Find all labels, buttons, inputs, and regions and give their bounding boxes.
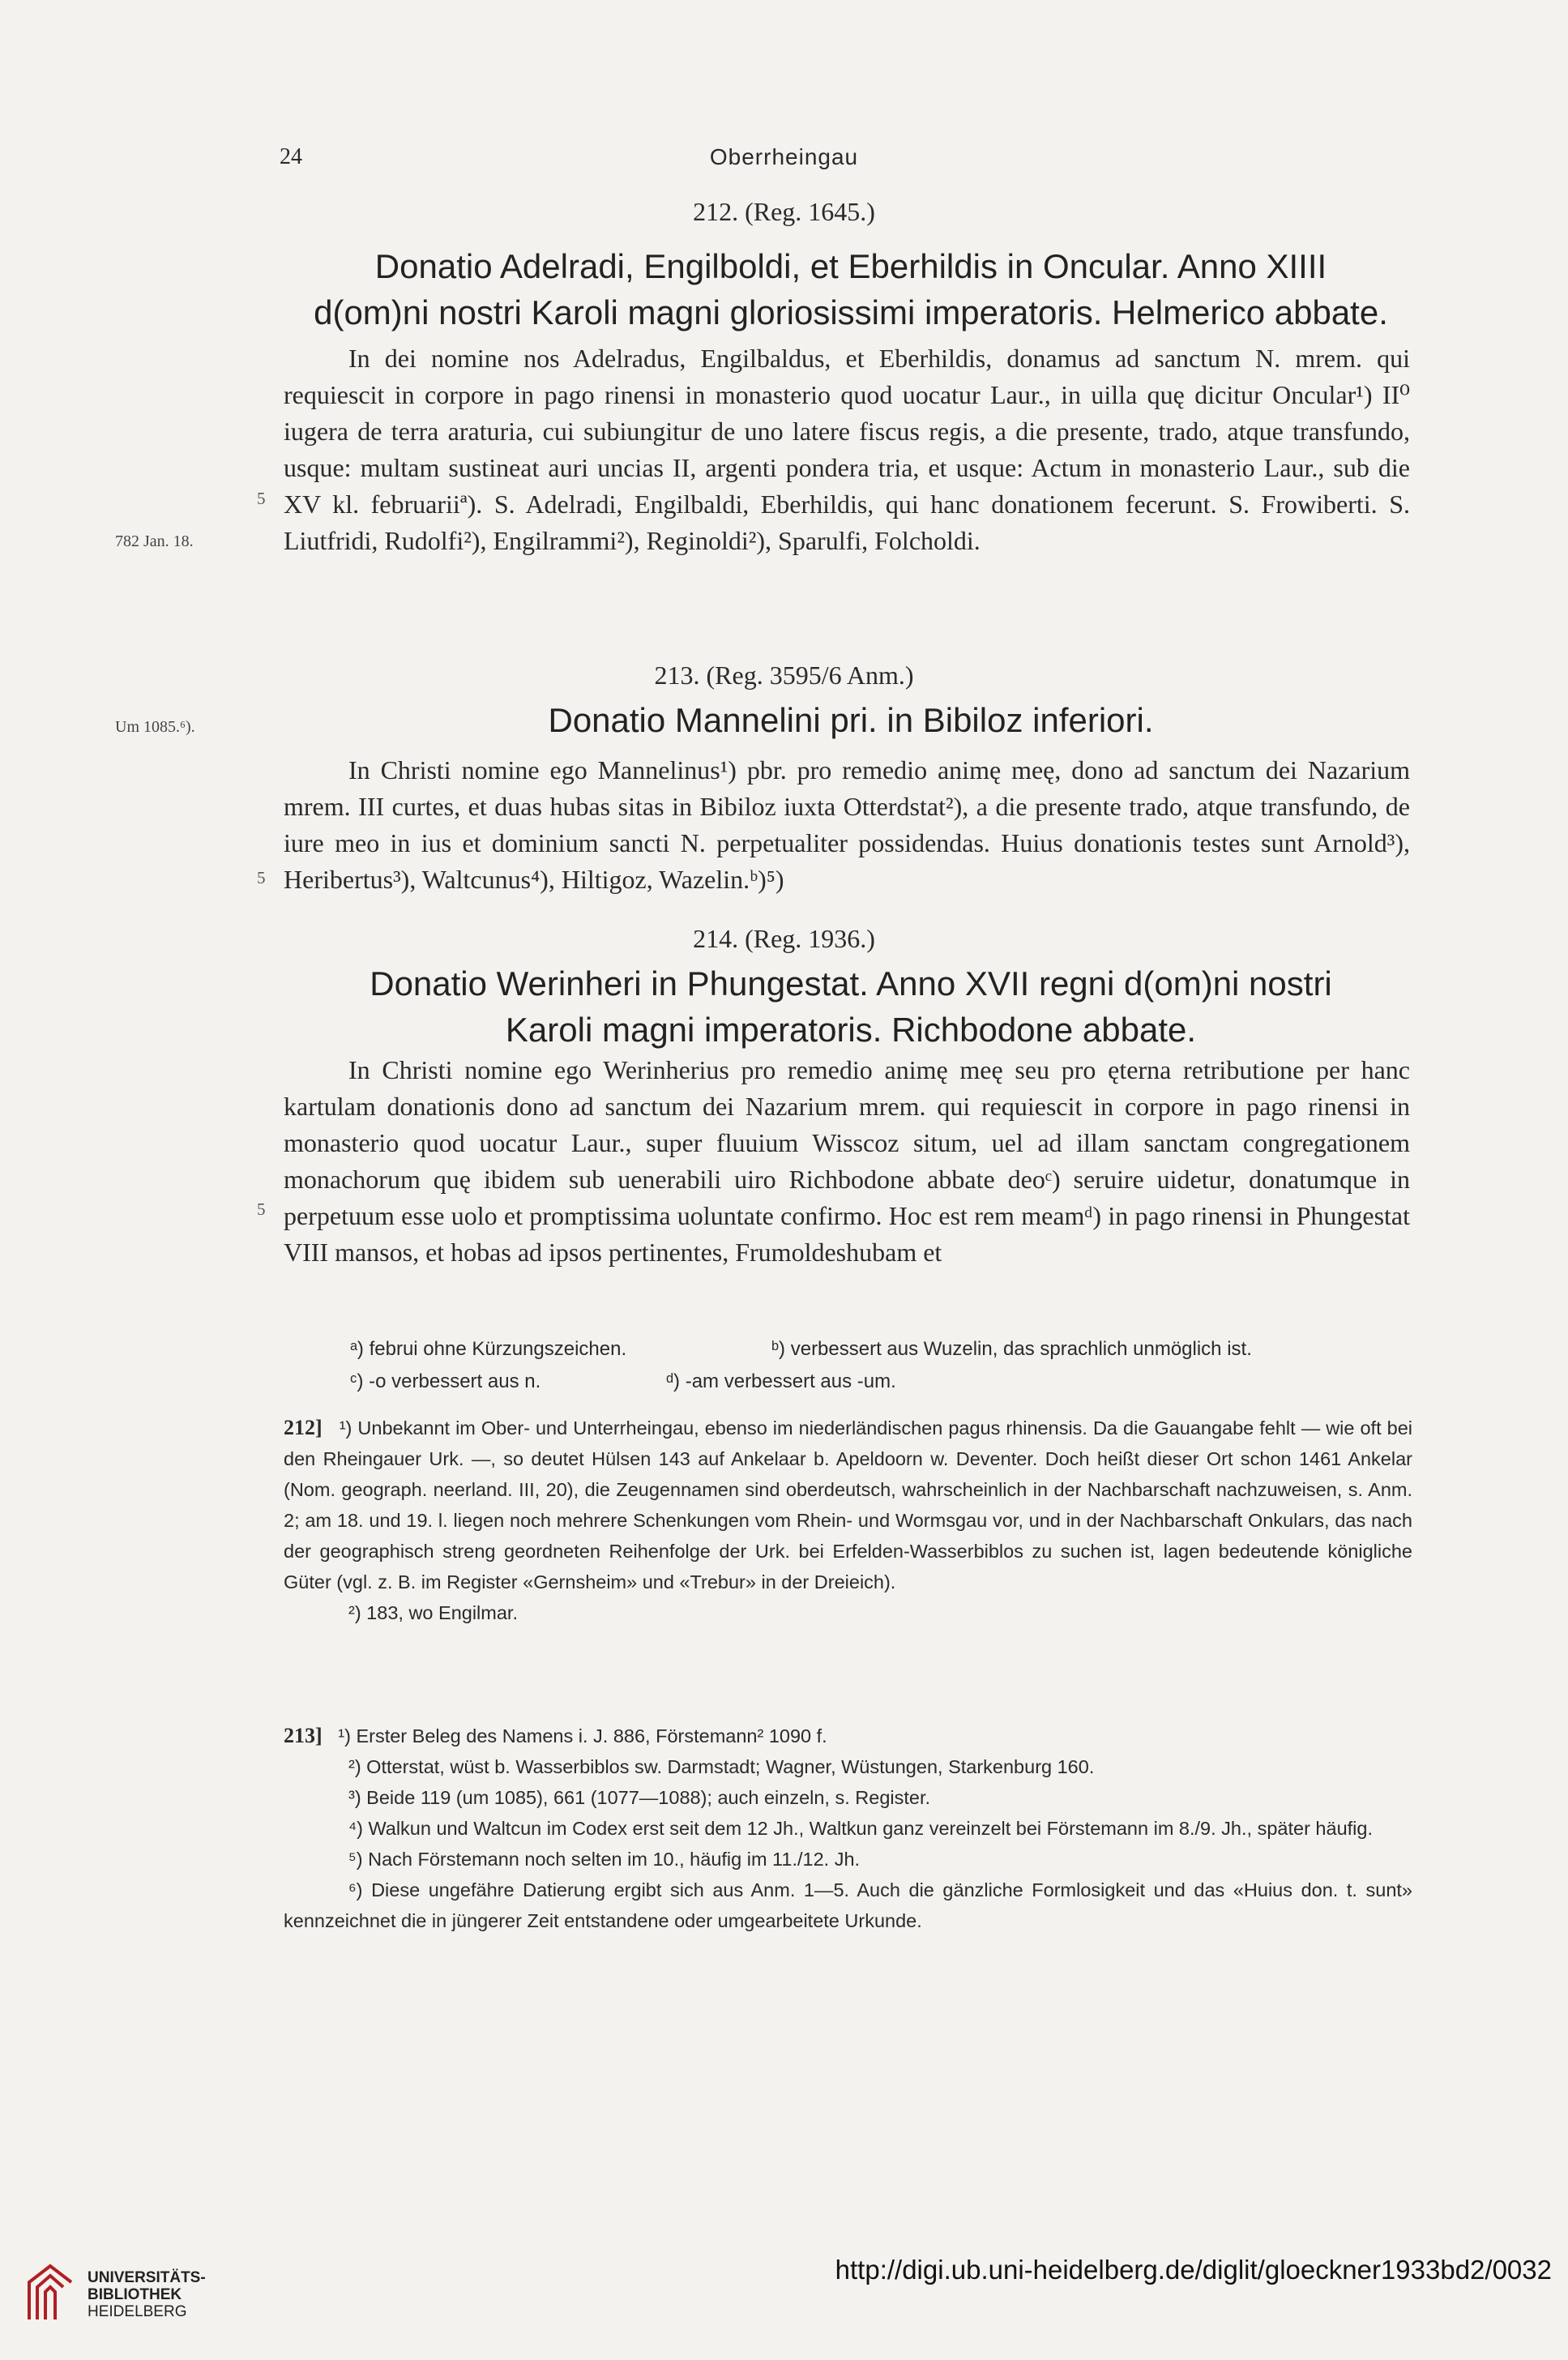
charter-212-text: In dei nomine nos Adelradus, Engilbaldus, et Eberhildis, donamus ad sanctum N. mrem. qui requiescit in corpore in pago rinensi in monasterio quod uocatur Laur., in uilla quę dicitur Oncular¹) II⁰ iugera de terra araturia, cui subiungitur de uno latere fiscus regis, a die presente, trado, atque transfundo, usque: multam sustineat auri uncias II, argenti pondera tria, et usque: Actum in monasterio Laur., sub die XV kl. februariiª). S. Adelradi, Engilbaldi, Eberhildis, qui hanc donationem fecerunt. S. Frowiberti. S. Liutfridi, Rudolfi²), Engilrammi²), Reginoldi²), Sparulfi, Folcholdi. [284,344,1410,555]
notes-212-label: 212] [284,1416,323,1439]
ub-heidelberg-logo-icon [23,2261,78,2326]
charter-214-reg: 214. (Reg. 1936.) [693,924,875,953]
charter-214-line-number: 5 [257,1199,266,1219]
charter-212-line-number: 5 [257,489,266,508]
note-213-5: ⁵) Nach Förstemann noch selten im 10., häufig im 11./12. Jh. [348,1849,861,1870]
charter-212-title-line-2: d(om)ni nostri Karoli magni gloriosissimi imperatoris. Helmerico abbate. [314,293,1388,331]
charter-212-reg: 212. (Reg. 1645.) [693,197,875,226]
charter-214-text: In Christi nomine ego Werinherius pro remedio animę meę seu pro ęterna retributione per hanc kartulam donationis dono ad sanctum dei Nazarium mrem. qui requiescit in corpore in pago rinensi in monasterio quod uocatur Laur., super fluuium Wisscoz situm, uel ad illam sanctam congregationem monachorum quę ibidem sub uenerabili uiro Richbodone abbate deoᶜ) seruire uidetur, donatumque in perpetuum esse uolo et promptissima uoluntate confirmo. Hoc est rem meamᵈ) in pago rinensi in Phungestat VIII mansos, et hobas ad ipsos pertinentes, Frumoldeshubam et [284,1055,1410,1267]
logo-line-3: HEIDELBERG [88,2303,187,2320]
running-header: Oberrheingau [709,144,859,169]
textual-note-b: ᵇ) verbessert aus Wuzelin, das sprachlich unmöglich ist. [771,1338,1252,1360]
note-212-2: ²) 183, wo Engilmar. [348,1602,518,1623]
page-number: 24 [280,144,302,169]
charter-214-title [284,960,1418,1053]
textual-notes [350,1333,1412,1398]
charter-212-title-line-1: Donatio Adelradi, Engilboldi, et Eberhildis in Oncular. Anno XIIII [374,247,1327,285]
notes-212 [284,1413,1412,1628]
logo-line-1: UNIVERSITÄTS- [88,2269,206,2286]
logo-line-2: BIBLIOTHEK [88,2286,182,2303]
charter-214-title-line-1: Donatio Werinheri in Phungestat. Anno XVII regni d(om)ni nostri [370,964,1332,1003]
notes-213 [284,1721,1412,1936]
footer-bar [0,2221,1568,2360]
charter-213-margin-date: Um 1085.⁶). [115,718,195,736]
textual-note-d: ᵈ) -am verbessert aus -um. [666,1370,896,1392]
note-213-1: 213] ¹) Erster Beleg des Namens i. J. 886, Förstemann² 1090 f. [284,1724,827,1747]
library-logo-text [88,2269,206,2320]
textual-note-c: ᶜ) -o verbessert aus n. [350,1370,541,1392]
note-213-3: ³) Beide 119 (um 1085), 661 (1077—1088); auch einzeln, s. Register. [348,1787,931,1808]
textual-note-a: ᵃ) februi ohne Kürzungszeichen. [350,1338,627,1360]
charter-213-text: In Christi nomine ego Mannelinus¹) pbr. pro remedio animę meę, dono ad sanctum dei Nazarium mrem. III curtes, et duas hubas sitas in Bibiloz iuxta Otterdstat²), a die presente trado, atque transfundo, de iure meo in ius et dominium sancti N. perpetualiter possidendas. Huius donationis testes sunt Arnold³), Heribertus³), Waltcunus⁴), Hiltigoz, Wazelin.ᵇ)⁵) [284,755,1410,894]
permalink-url[interactable]: http://digi.ub.uni-heidelberg.de/diglit/gloeckner1933bd2/0032 [835,2255,1552,2285]
note-213-2: ²) Otterstat, wüst b. Wasserbiblos sw. Darmstadt; Wagner, Wüstungen, Starkenburg 160. [348,1756,1095,1777]
charter-213-title: Donatio Mannelini pri. in Bibiloz inferiori. [548,701,1154,739]
charter-212-title [284,243,1418,336]
notes-213-label: 213] [284,1724,323,1747]
charter-214-title-line-2: Karoli magni imperatoris. Richbodone abbate. [505,1011,1197,1049]
charter-213-reg: 213. (Reg. 3595/6 Anm.) [654,661,914,690]
charter-212-margin-date: 782 Jan. 18. [115,532,194,550]
note-213-6: ⁶) Diese ungefähre Datierung ergibt sich aus Anm. 1—5. Auch die gänzliche Formlosigkeit und das «Huius don. t. sunt» kennzeichnet die in jüngerer Zeit entstandene oder umgearbeitete Urkunde. [284,1879,1412,1931]
note-212-1: 212] ¹) Unbekannt im Ober- und Unterrheingau, ebenso im niederländischen pagus rhinensis. Da die Gauangabe fehlt — wie oft bei den Rheingauer Urk. —, so deutet Hülsen 143 auf Ankelaar b. Apeldoorn w. Deventer. Doch heißt dieser Ort schon 1461 Ankelar (Nom. geograph. neerland. III, 20), die Zeugennamen sind oberdeutsch, wahrscheinlich in der Nachbarschaft nachzuweisen, s. Anm. 2; am 18. und 19. l. liegen noch mehrere Schenkungen vom Rhein- und Wormsgau vor, und in der Nachbarschaft Onkulars, das nach der geographisch streng geordneten Reihenfolge der Urk. bei Erfelden-Wasserbiblos zu suchen ist, lagen bedeutende königliche Güter (vgl. z. B. im Register «Gernsheim» und «Trebur» in der Dreieich). [284,1416,1412,1593]
note-213-4: ⁴) Walkun und Waltcun im Codex erst seit dem 12 Jh., Waltkun ganz vereinzelt bei Förstemann im 8./9. Jh., später häufig. [348,1818,1373,1839]
charter-213-line-number: 5 [257,868,266,887]
